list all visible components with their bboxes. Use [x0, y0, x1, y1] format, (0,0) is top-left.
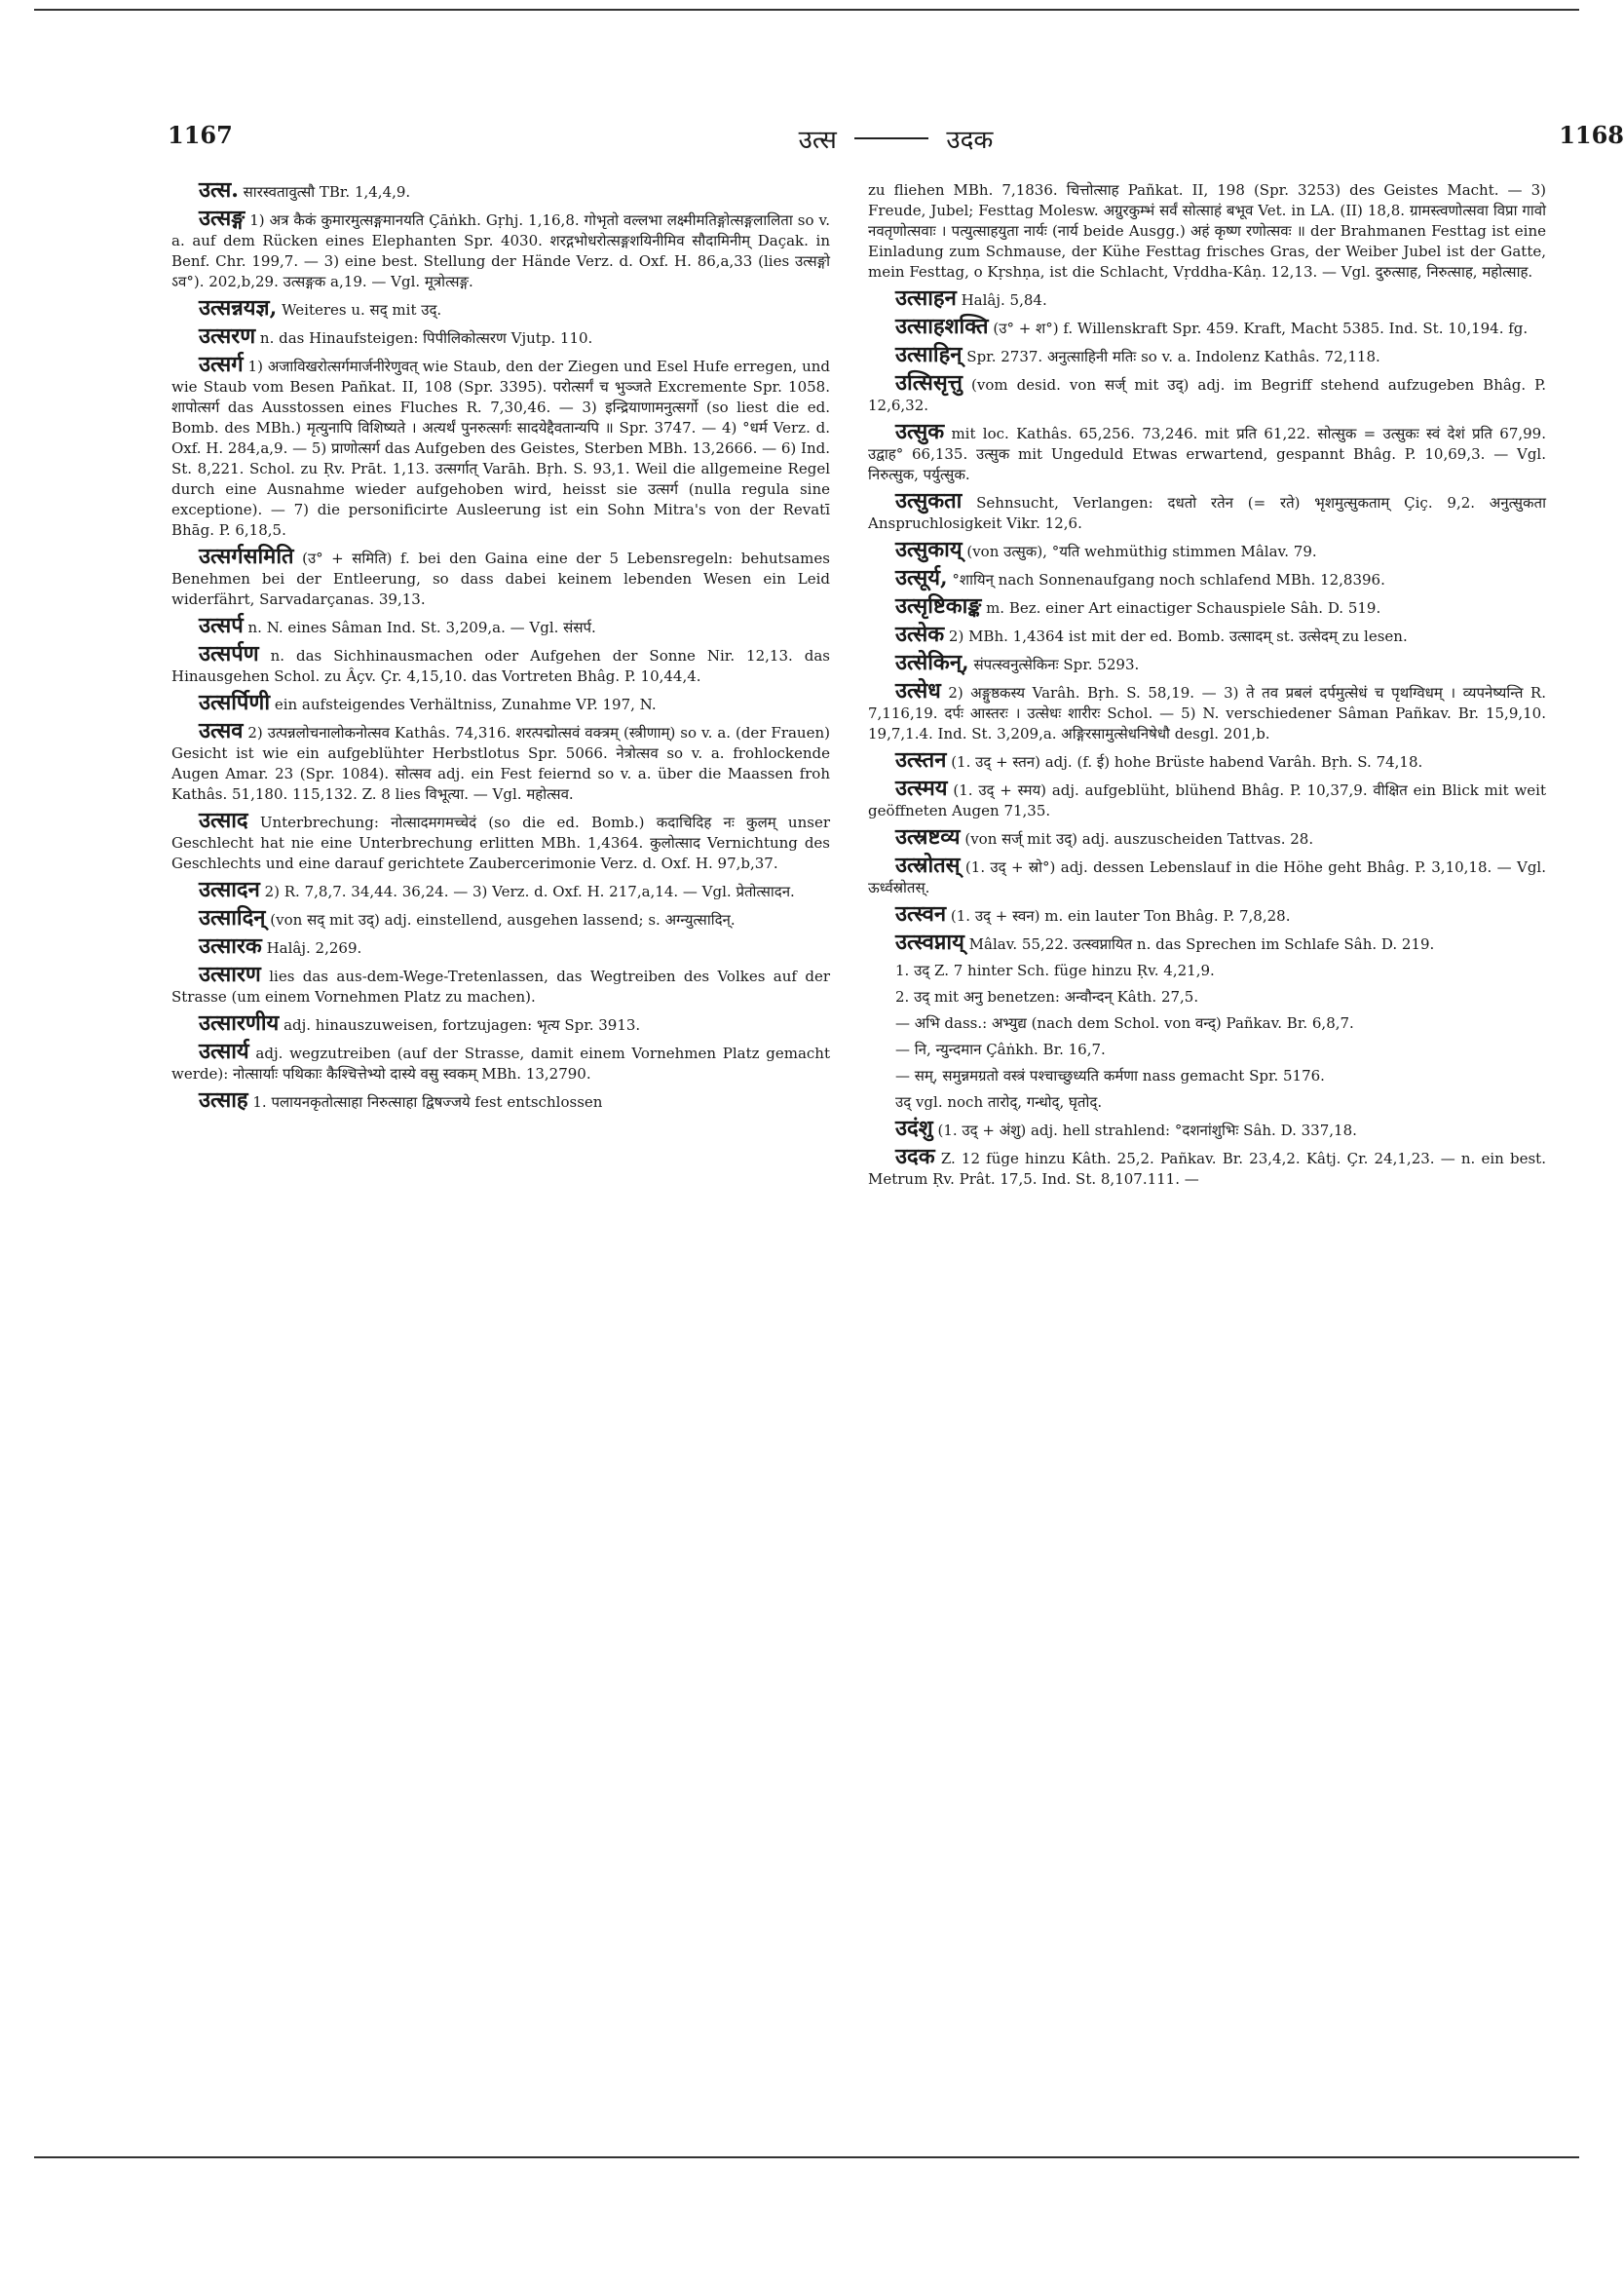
- entry-text: (1. उद् + स्वन) m. ein lauter Ton Bhâg. P. 7,8,28.: [950, 907, 1291, 925]
- dictionary-entry: [864, 987, 1546, 1008]
- dictionary-entry: [864, 565, 1546, 590]
- dictionary-entry: [864, 853, 1546, 898]
- entry-headword: उत्सार्य: [199, 1039, 249, 1064]
- entry-text: — सम्, समुन्नमग्रतो वस्त्रं पश्चाच्छुध्यति कर्मणा nass gemacht Spr. 5176.: [895, 1067, 1325, 1085]
- dictionary-entry: [168, 1039, 830, 1085]
- bottom-rule: [34, 2156, 1579, 2158]
- entry-headword: उत्सर्पण: [199, 641, 259, 666]
- entry-text: Halâj. 2,269.: [266, 939, 362, 957]
- entry-text: Spr. 2737. अनुत्साहिनी मतिः so v. a. Indolenz Kathâs. 72,118.: [966, 348, 1380, 365]
- dictionary-entry: [864, 930, 1546, 955]
- entry-headword: उत्सर्गसमिति: [199, 544, 294, 569]
- entry-headword: उत्साहिन्: [895, 342, 963, 367]
- entry-headword: उत्सारण: [199, 962, 261, 987]
- dictionary-entry: [168, 718, 830, 805]
- entry-headword: उत्सङ्ग: [199, 206, 245, 231]
- entry-text: (उ° + समिति) f. bei den Gaina eine der 5 Lebensregeln: behutsames Benehmen bei der Entleerung, so dass dabei keinem lebenden Wesen ein Leid widerfährt, Sarvadarçanas. 39,13.: [171, 550, 830, 608]
- entry-headword: उत्सर्ग: [199, 352, 244, 377]
- entry-headword: उत्सुकता: [895, 488, 963, 514]
- entry-headword: उत्स.: [199, 177, 239, 203]
- dictionary-entry: [864, 288, 1546, 311]
- entry-text: (उ° + श°) f. Willenskraft Spr. 459. Kraft, Macht 5385. Ind. St. 10,194. fg.: [993, 320, 1529, 337]
- entry-text: (von सर्ज् mit उद्) adj. auszuscheiden Tattvas. 28.: [964, 830, 1314, 848]
- dictionary-entry: [864, 1144, 1546, 1190]
- dictionary-entry: [168, 544, 830, 610]
- entry-headword: उत्साद: [199, 808, 248, 833]
- entry-headword: उत्साहन: [895, 286, 957, 311]
- entry-text: 1. पलायनकृतोत्साहा निरुत्साहा द्विषज्जये fest entschlossen: [252, 1093, 603, 1111]
- entry-headword: उत्साह: [199, 1087, 248, 1113]
- entry-text: 1. उद् Z. 7 hinter Sch. füge hinzu Ṛv. 4,21,9.: [895, 962, 1215, 979]
- entry-text: 2) अङ्गुष्ठकस्य Varâh. Bṛh. S. 58,19. — 3) ते तव प्रबलं दर्पमुत्सेधं च पृथग्विधम् । व्यपनेष्यन्ति R. 7,116,19. दर्पः आस्तरः । उत्सेधः शारीरः Schol. — 5) N. verschiedener Sâman Pañkav. Br. 15,9,10. 19,7,1.4. Ind. St. 3,209,a. अङ्गिरसामुत्सेधनिषेधौ desgl. 201,b.: [868, 684, 1546, 742]
- entry-text: 2) MBh. 1,4364 ist mit der ed. Bomb. उत्सादम् st. उत्सेदम् zu lesen.: [948, 628, 1408, 645]
- entry-text: n. das Sichhinausmachen oder Aufgehen der Sonne Nir. 12,13. das Hinausgehen Schol. zu Âçv. Çr. 4,15,10. das Vortreten Bhâg. P. 10,44,4.: [171, 647, 830, 685]
- entry-headword: उत्सेक: [895, 622, 945, 647]
- entry-headword: उत्सेध: [895, 678, 941, 704]
- entry-text: (von सद् mit उद्) adj. einstellend, ausgehen lassend; s. अग्न्युत्सादिन्.: [270, 911, 736, 929]
- entry-text: ein aufsteigendes Verhältniss, Zunahme VP. 197, N.: [274, 696, 657, 713]
- entry-text: m. Bez. einer Art einactiger Schauspiele Sâh. D. 519.: [986, 599, 1381, 617]
- entry-text: (1. उद् + अंशु) adj. hell strahlend: °दशनांशुभिः Sâh. D. 337,18.: [937, 1122, 1357, 1139]
- dictionary-entry: [864, 1116, 1546, 1141]
- entry-headword: उत्सारणीय: [199, 1010, 280, 1036]
- entry-headword: उत्साहशक्ति: [895, 314, 989, 339]
- entry-text: 1) अत्र कैकं कुमारमुत्सङ्गमानयति Çāṅkh. Gṛhj. 1,16,8. गोभृतो वल्लभा लक्ष्मीमतिङ्गोत्सङ्गलालिता so v. a. auf dem Rücken eines Elephanten Spr. 4030. शरद्गभोधरोत्सङ्गशयिनीमिव सौदामिनीम् Daçak. in Benf. Chr. 199,7. — 3) eine best. Stellung der Hände Verz. d. Oxf. H. 86,a,33 (lies उत्सङ्गो ऽव°). 202,b,29. उत्सङ्गक a,19. — Vgl. मूत्रोत्सङ्ग.: [171, 211, 830, 290]
- dictionary-entry: [864, 488, 1546, 534]
- dictionary-entry: [168, 352, 831, 541]
- entry-headword: उत्सृष्टिकाङ्क: [895, 593, 982, 619]
- entry-headword: उत्स्तन: [895, 747, 947, 773]
- entry-text: adj. wegzutreiben (auf der Strasse, damit einem Vornehmen Platz gemacht werde): नोत्सार्याः पथिकाः कैश्चित्तेभ्यो दास्ये वसु स्वकम् MBh. 13,2790.: [171, 1045, 830, 1083]
- dictionary-entry: [168, 690, 830, 715]
- entry-text: संपत्स्वनुत्सेकिनः Spr. 5293.: [973, 656, 1140, 673]
- dictionary-entry: [864, 650, 1546, 675]
- entry-text: सारस्वतावुत्सौ TBr. 1,4,4,9.: [243, 183, 411, 201]
- entry-headword: उत्स्रष्टव्य: [895, 824, 961, 850]
- dictionary-entry: [168, 877, 830, 902]
- entry-text: (1. उद् + स्रो°) adj. dessen Lebenslauf in die Höhe geht Bhâg. P. 3,10,18. — Vgl. ऊर्ध्वस्रोतस्.: [868, 858, 1546, 896]
- entry-text: 2. उद् mit अनु benetzen: अन्वौन्दन् Kâth. 27,5.: [895, 988, 1199, 1006]
- entry-text: (vom desid. von सर्ज् mit उद्) adj. im Begriff stehend aufzugeben Bhâg. P. 12,6,32.: [868, 376, 1546, 414]
- entry-headword: उत्सिसृत्तु: [895, 370, 963, 396]
- entry-headword: उत्सेकिन्,: [895, 650, 969, 675]
- entry-text: Unterbrechung: नोत्सादमगमच्चेदं (so die ed. Bomb.) कदाचिदिह नः कुलम् unser Geschlecht hat nie eine Unterbrechung erlitten MBh. 1,4364. कुलोत्साद Vernichtung des Geschlechts und eine darauf gerichtete Zaubercerimonie Verz. d. Oxf. H. 97,b,37.: [171, 814, 830, 872]
- entry-text: lies das aus-dem-Wege-Tretenlassen, das Wegtreiben des Volkes auf der Strasse (um einem Vornehmen Platz zu machen).: [171, 968, 830, 1006]
- dictionary-entry: [864, 314, 1546, 339]
- entry-headword: उदंशु: [895, 1116, 933, 1141]
- entry-text: mit loc. Kathâs. 65,256. 73,246. mit प्रति 61,22. सोत्सुक = उत्सुकः स्वं देशं प्रति 67,99. उद्वाह° 66,135. उत्सुक mit Ungeduld Etwas erwartend, gespannt Bhâg. P. 10,69,3. — Vgl. निरुत्सुक, पर्युत्सुक.: [868, 425, 1546, 483]
- entry-text: — अभि dass.: अभ्युद्य (nach dem Schol. von वन्द्) Pañkav. Br. 6,8,7.: [895, 1014, 1354, 1032]
- dictionary-entry: [864, 1066, 1546, 1086]
- entry-text: — नि, न्युन्दमान Çâṅkh. Br. 16,7.: [895, 1041, 1106, 1058]
- entry-text: Mâlav. 55,22. उत्स्वप्नायित n. das Sprechen im Schlafe Sâh. D. 219.: [968, 935, 1435, 953]
- dictionary-entry: [864, 180, 1546, 283]
- entry-headword: उत्सरण: [199, 324, 256, 349]
- right-column: [864, 180, 1546, 1196]
- entry-headword: उत्सादन: [199, 877, 260, 902]
- dictionary-entry: [864, 776, 1546, 821]
- entry-text: उद् vgl. noch तारोद्, गन्धोद्, घृतोद्.: [895, 1093, 1103, 1111]
- entry-text: (1. उद् + स्मय) adj. aufgeblüht, blühend Bhâg. P. 10,37,9. वीक्षित ein Blick mit weit geöffneten Augen 71,35.: [868, 781, 1546, 819]
- dictionary-entry: [168, 177, 830, 203]
- entry-headword: उत्सूर्य,: [895, 565, 948, 590]
- left-column: [168, 177, 831, 1119]
- dictionary-entry: [864, 622, 1546, 647]
- dictionary-entry: [864, 961, 1546, 981]
- dictionary-entry: [864, 747, 1546, 773]
- entry-headword: उत्स्रोतस्: [895, 853, 961, 878]
- entry-headword: उत्सर्पिणी: [199, 690, 271, 715]
- dictionary-entry: [168, 808, 830, 874]
- entry-headword: उत्सादिन्: [199, 905, 266, 931]
- dictionary-entry: [864, 342, 1546, 367]
- entry-text: n. N. eines Sâman Ind. St. 3,209,a. — Vgl. संसर्प.: [247, 619, 596, 636]
- entry-text: Weiteres u. सद् mit उद्.: [282, 301, 442, 319]
- entry-headword: उत्स्वन: [895, 901, 947, 927]
- entry-headword: उत्सुकाय्: [895, 537, 963, 562]
- dictionary-entry: [168, 962, 830, 1008]
- running-head-left: उत्स: [798, 126, 837, 155]
- entry-headword: उदक: [895, 1144, 935, 1169]
- page-number-left: 1167: [168, 121, 233, 149]
- entry-headword: उत्सर्प: [199, 613, 244, 638]
- dictionary-entry: [168, 326, 830, 349]
- top-rule: [34, 9, 1579, 11]
- dictionary-entry: [864, 1040, 1546, 1060]
- dictionary-entry: [864, 370, 1546, 416]
- running-head-right: उदक: [946, 126, 994, 155]
- entry-headword: उत्सारक: [199, 933, 262, 959]
- page-header: [168, 121, 1624, 160]
- dictionary-entry: [168, 905, 830, 931]
- entry-text: Halâj. 5,84.: [961, 291, 1047, 309]
- dictionary-entry: [864, 1013, 1546, 1034]
- running-head-dash: [854, 137, 928, 139]
- dictionary-entry: [168, 933, 830, 959]
- entry-text: 2) R. 7,8,7. 34,44. 36,24. — 3) Verz. d. Oxf. H. 217,a,14. — Vgl. प्रेतोत्सादन.: [264, 883, 795, 900]
- dictionary-entry: [864, 593, 1546, 619]
- entry-text: Z. 12 füge hinzu Kâth. 25,2. Pañkav. Br. 23,4,2. Kâtj. Çr. 24,1,23. — n. ein best. Metrum Ṛv. Prât. 17,5. Ind. St. 8,107.111. —: [868, 1150, 1546, 1188]
- entry-text: (1. उद् + स्तन) adj. (f. ई) hohe Brüste habend Varâh. Bṛh. S. 74,18.: [951, 753, 1423, 771]
- running-head: [168, 121, 1624, 156]
- entry-headword: उत्स्मय: [895, 776, 948, 801]
- entry-headword: उत्स्वप्नाय्: [895, 930, 964, 955]
- entry-text: 1) अजाविखरोत्सर्गमार्जनीरेणुवत् wie Staub, den der Ziegen und Esel Hufe erregen, und wie Staub vom Besen Pañkat. II, 108 (Spr. 3395). परोत्सर्गं च भुञ्जते Excremente Spr. 1058. शापोत्सर्ग das Ausstossen eines Fluches R. 7,30,46. — 3) इन्द्रियाणामनुत्सर्गो (so liest die ed. Bomb. des MBh.) मृत्युनापि विशिष्यते । अत्यर्थं पुनरुत्सर्गः सादयेद्दैवतान्यपि ॥ Spr. 3747. — 4) °धर्म Verz. d. Oxf. H. 284,a,9. — 5) प्राणोत्सर्ग das Aufgeben des Geistes, Sterben MBh. 13,2666. — 6) Ind. St. 8,221. Schol. zu Ṛv. Prāt. 1,13. उत्सर्गात् Varāh. Bṛh. S. 93,1. Weil die allgemeine Regel durch eine Ausnahme wieder aufgehoben wird, heisst sie उत्सर्ग (nulla regula sine exceptione). — 7) die personificirte Ausleerung ist ein Sohn Mitra's von der Revatī Bhāg. P. 6,18,5.: [171, 358, 831, 539]
- dictionary-entry: [864, 901, 1546, 927]
- entry-text: n. das Hinaufsteigen: पिपीलिकोत्सरण Vjutp. 110.: [259, 329, 593, 347]
- entry-text: adj. hinauszuweisen, fortzujagen: भृत्य Spr. 3913.: [283, 1016, 641, 1034]
- entry-headword: उत्सव: [199, 718, 244, 743]
- dictionary-entry: [168, 613, 830, 638]
- dictionary-entry: [168, 295, 830, 321]
- entry-headword: उत्सुक: [895, 419, 945, 444]
- entry-text: Sehnsucht, Verlangen: दधतो रतेन (= रते) भृशमुत्सुकताम् Çiç. 9,2. अनुत्सुकता Anspruchlosigkeit Vikr. 12,6.: [868, 494, 1546, 532]
- dictionary-entry: [864, 537, 1546, 562]
- dictionary-entry: [864, 1092, 1546, 1113]
- dictionary-entry: [168, 641, 830, 687]
- dictionary-entry: [864, 419, 1546, 485]
- entry-text: zu fliehen MBh. 7,1836. चित्तोत्साह Pañkat. II, 198 (Spr. 3253) des Geistes Macht. — 3) Freude, Jubel; Festtag Molesw. अग्रुरकुम्भं सर्वं सोत्साहं बभूव Vet. in LA. (II) 18,8. ग्रामस्त्वणोत्सवा विप्रा गावो नवतृणोत्सवाः । पत्युत्साहयुता नार्यः (नार्य beide Ausgg.) अहं कृष्ण रणोत्सवः ॥ der Brahmanen Festtag ist eine Einladung zum Schmause, der Kühe Festtag frisches Gras, der Weiber Jubel ist der Gatte, mein Festtag, o Kṛshṇa, ist die Schlacht, Vṛddha-Kâṇ. 12,13. — Vgl. दुरुत्साह, निरुत्साह, महोत्साह.: [868, 181, 1546, 281]
- dictionary-entry: [168, 206, 830, 292]
- entry-text: (von उत्सुक), °यति wehmüthig stimmen Mâlav. 79.: [966, 543, 1317, 560]
- entry-text: 2) उत्पन्नलोचनालोकनोत्सव Kathâs. 74,316. शरत्पद्मोत्सवं वक्त्रम् (स्त्रीणाम्) so v. a. (der Frauen) Gesicht ist wie ein aufgeblühter Herbstlotus Spr. 5066. नेत्रोत्सव so v. a. frohlockende Augen Amar. 23 (Spr. 1084). सोत्सव adj. ein Fest feiernd so v. a. über die Maassen froh Kathâs. 51,180. 115,132. Z. 8 lies विभूत्या. — Vgl. महोत्सव.: [171, 724, 830, 803]
- page-number-right: 1168: [1559, 121, 1624, 149]
- dictionary-entry: [168, 1010, 830, 1036]
- dictionary-entry: [168, 1087, 830, 1113]
- dictionary-entry: [864, 824, 1546, 850]
- entry-headword: उत्सन्नयज्ञ,: [199, 295, 278, 321]
- dictionary-entry: [864, 678, 1546, 744]
- entry-text: °शायिन् nach Sonnenaufgang noch schlafend MBh. 12,8396.: [952, 571, 1385, 589]
